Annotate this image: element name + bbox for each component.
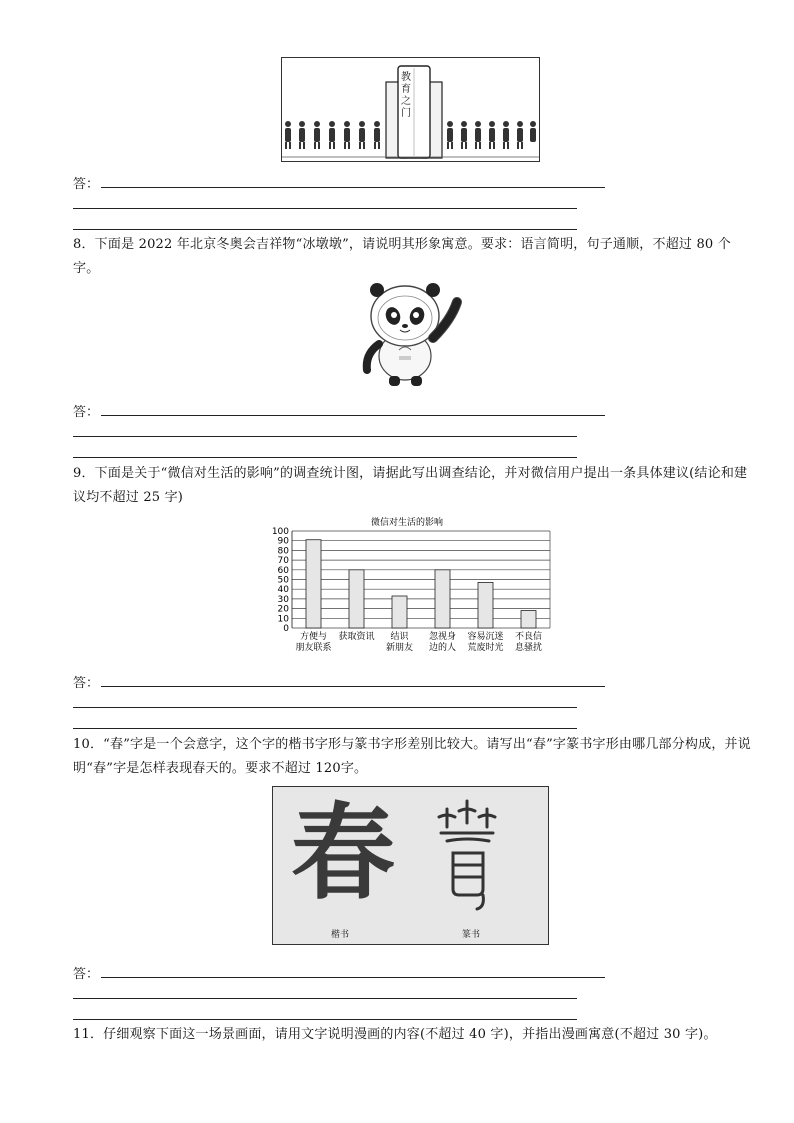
bar <box>521 611 536 628</box>
answer-line[interactable] <box>101 977 605 978</box>
y-tick-label: 30 <box>277 594 289 605</box>
question-10: 10．“春”字是一个会意字，这个字的楷书字形与篆书字形差别比较大。请写出“春”字篆书字形由哪几部分构成，并说明“春”字是怎样表现春天的。要求不超过 120字。 <box>73 737 751 776</box>
bar <box>478 582 493 628</box>
answer-label: 答： <box>73 405 100 420</box>
answer-label: 答： <box>73 676 100 691</box>
x-category-label: 方便与 <box>299 632 328 642</box>
wechat-impact-bar-chart <box>262 512 557 660</box>
answer-label: 答： <box>73 967 100 982</box>
x-category-label: 获取资讯 <box>338 632 375 642</box>
chart-title: 微信对生活的影响 <box>370 518 444 528</box>
crowd-right <box>447 121 536 149</box>
x-category-label: 新朋友 <box>385 643 414 653</box>
y-tick-label: 60 <box>277 565 289 576</box>
question-9: 9．下面是关于“微信对生活的影响”的调查统计图，请据此写出调查结论，并对微信用户提出一条具体建议(结论和建议均不超过 25 字) <box>73 466 748 505</box>
chun-character-comparison-image <box>272 786 549 945</box>
answer-line[interactable] <box>101 187 605 188</box>
y-tick-label: 100 <box>271 527 289 537</box>
gate-label-char: 教 <box>401 72 411 83</box>
caption-zhuanshu: 篆书 <box>462 930 481 940</box>
gate-label-char: 之 <box>401 96 411 107</box>
y-tick-label: 50 <box>277 575 289 586</box>
x-category-label: 息骚扰 <box>514 643 543 653</box>
x-category-label: 荒废时光 <box>467 643 504 653</box>
answer-line[interactable] <box>73 707 577 708</box>
crowd-left <box>285 121 380 149</box>
gate-label-char: 育 <box>401 84 411 95</box>
x-category-label: 忽视身 <box>428 632 457 642</box>
bar <box>349 570 364 628</box>
x-category-label: 容易沉迷 <box>467 632 504 642</box>
mascot-bing-dwen-dwen-image <box>355 280 470 390</box>
y-tick-label: 40 <box>277 585 289 596</box>
gate-label-char: 门 <box>401 108 411 119</box>
mascot-drawing <box>355 280 470 390</box>
answer-line[interactable] <box>101 686 605 687</box>
cartoon-education-gate <box>281 57 540 162</box>
answer-line[interactable] <box>73 457 577 458</box>
answer-line[interactable] <box>73 1019 577 1020</box>
x-category-label: 边的人 <box>428 643 457 653</box>
y-tick-label: 90 <box>277 536 289 547</box>
y-tick-label: 0 <box>283 624 289 634</box>
answer-line[interactable] <box>73 208 577 209</box>
answer-label: 答： <box>73 177 100 192</box>
x-category-label: 朋友联系 <box>295 643 332 653</box>
bar <box>392 596 407 628</box>
answer-line[interactable] <box>73 728 577 729</box>
bar <box>435 570 450 628</box>
y-tick-label: 80 <box>277 546 289 557</box>
x-category-label: 结识 <box>390 632 409 642</box>
kaishu-character: 春 <box>290 791 395 914</box>
answer-line[interactable] <box>73 436 577 437</box>
answer-line[interactable] <box>73 998 577 999</box>
y-tick-label: 70 <box>277 556 289 567</box>
y-tick-label: 20 <box>277 604 289 615</box>
answer-line[interactable] <box>73 229 577 230</box>
zhuanshu-character-drawing <box>433 797 503 917</box>
question-8: 8．下面是 2022 年北京冬奥会吉祥物“冰墩墩”，请说明其形象寓意。要求：语言简明，句子通顺，不超过 80 个字。 <box>73 237 731 276</box>
chart-svg <box>262 512 557 660</box>
caption-kaishu: 楷书 <box>331 930 350 940</box>
zhuanshu-chun-glyph <box>433 797 503 917</box>
gate-pillars <box>386 66 442 158</box>
question-11: 11．仔细观察下面这一场景画面，请用文字说明漫画的内容(不超过 40 字)，并指出漫画寓意(不超过 30 字)。 <box>73 1027 717 1042</box>
cartoon-drawing <box>282 58 539 161</box>
answer-line[interactable] <box>101 415 605 416</box>
bar <box>306 540 321 628</box>
y-tick-label: 10 <box>277 614 289 625</box>
x-category-label: 不良信 <box>514 632 543 642</box>
